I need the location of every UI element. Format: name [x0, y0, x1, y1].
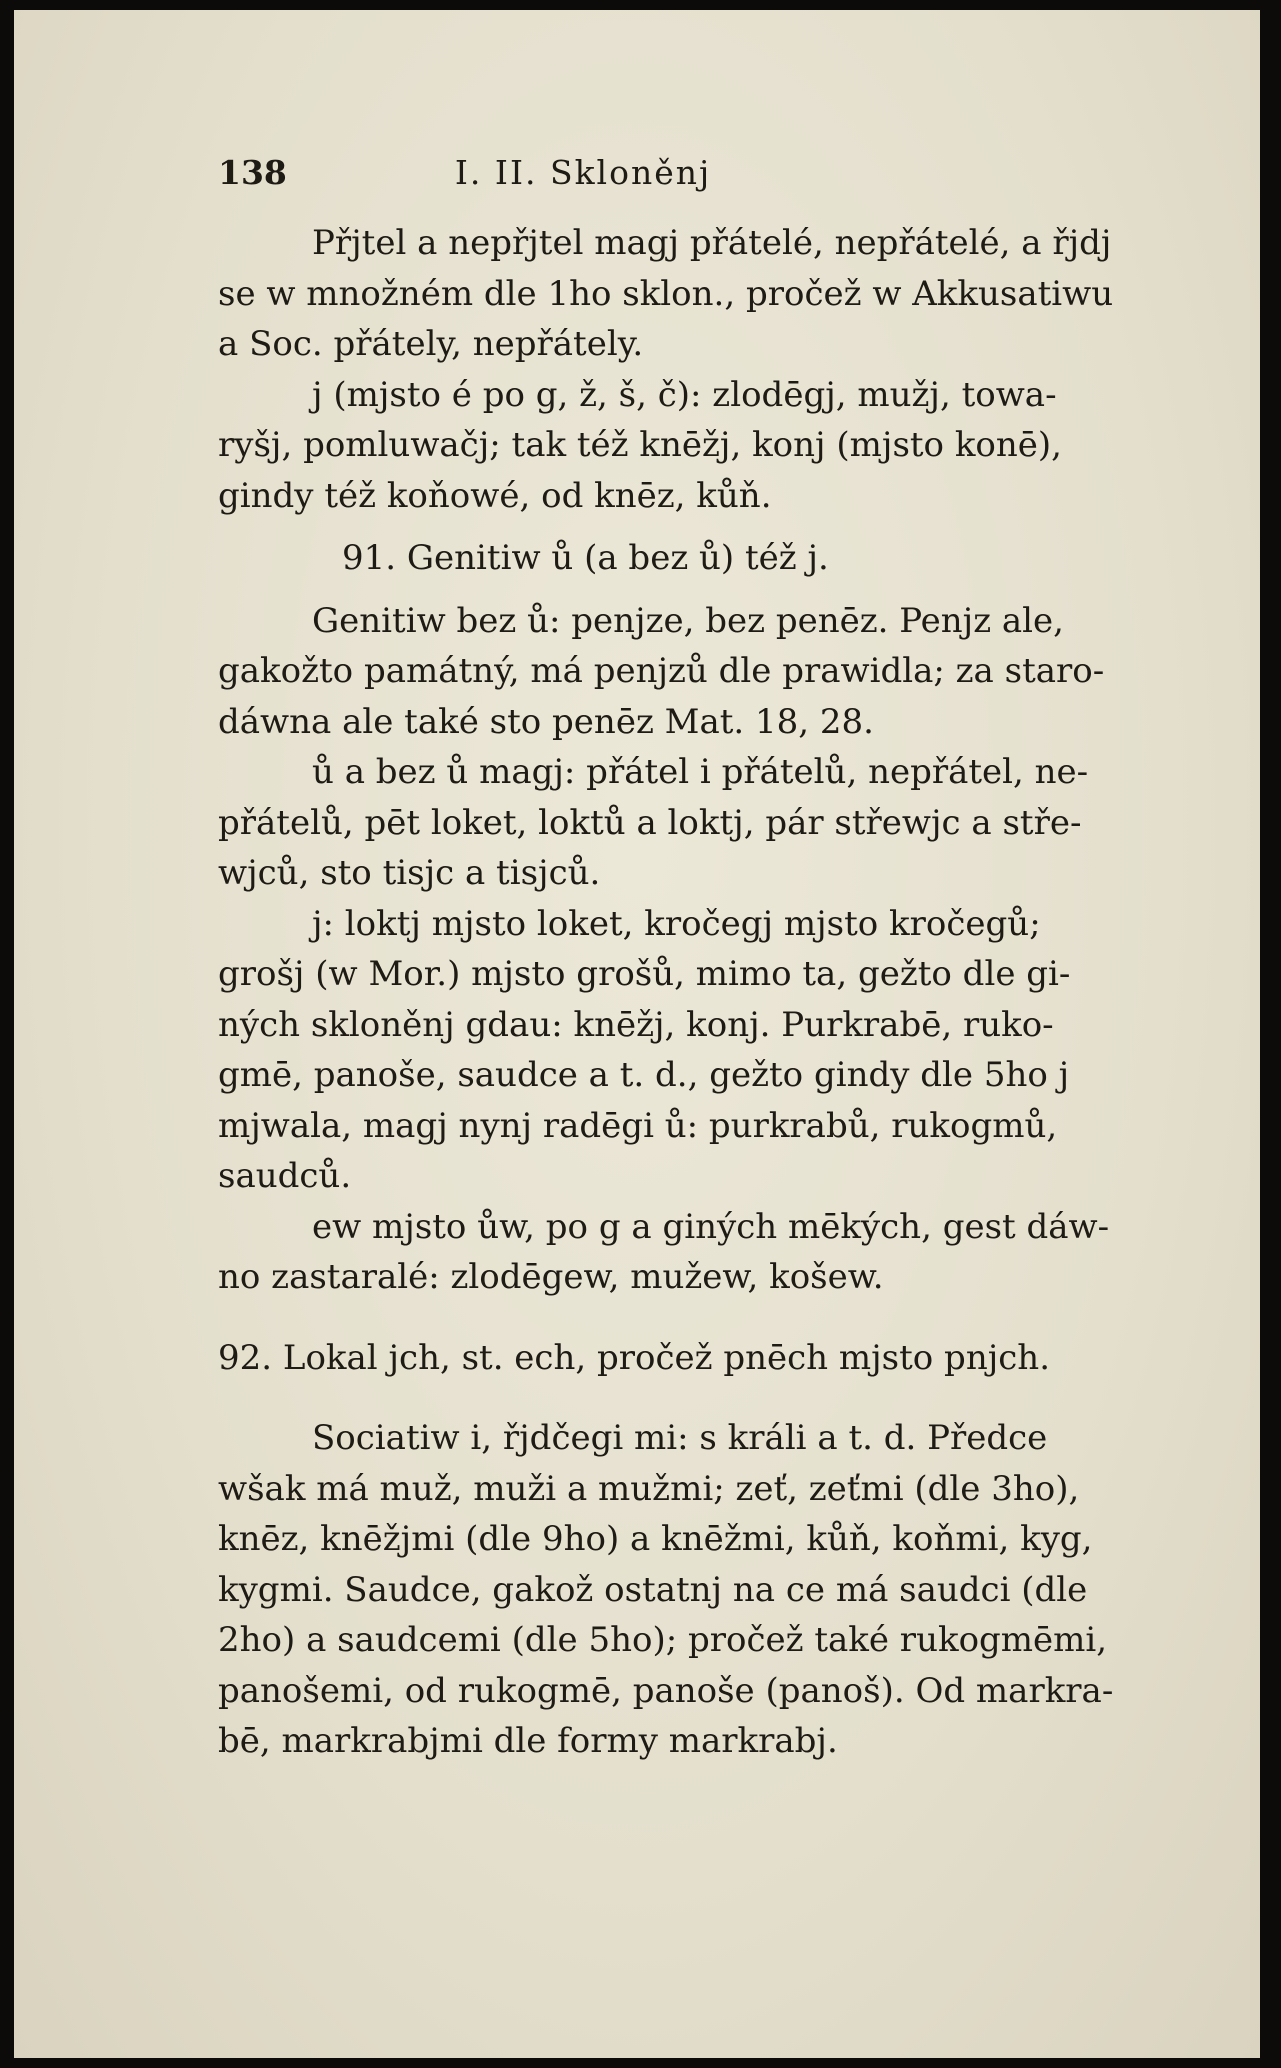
- paragraph: [218, 1202, 1138, 1303]
- text-line: 2ho) a saudcemi (dle 5ho); pročež také rukogmēmi,: [218, 1620, 1108, 1660]
- text-line: no zastaralé: zlodēgew, mužew, košew.: [218, 1257, 884, 1297]
- paragraph: [218, 1413, 1138, 1767]
- text-line: ew mjsto ůw, po g a giných mēkých, gest dáw-: [312, 1206, 1110, 1247]
- book-page: [14, 10, 1260, 2058]
- text-line: j (mjsto é po g, ž, š, č): zlodēgj, mužj, towa-: [312, 374, 1057, 415]
- paragraph: [218, 218, 1138, 370]
- text-line: Přjtel a nepřjtel magj přátelé, nepřátelé, a řjdj: [312, 223, 1112, 263]
- text-line: wšak má muž, muži a mužmi; zeť, zeťmi (dle 3ho),: [218, 1468, 1080, 1509]
- text-line: ryšj, pomluwačj; tak též knēžj, konj (mjsto konē),: [218, 425, 1062, 465]
- text-line: gakožto památný, má penjzů dle prawidla; za staro-: [218, 651, 1105, 691]
- text-line: se w množném dle 1ho sklon., pročež w Akkusatiwu: [218, 273, 1114, 314]
- text-line: 92. Lokal jch, st. ech, pročež pnēch mjsto pnjch.: [218, 1337, 1051, 1378]
- text-line: j: loktj mjsto loket, kročegj mjsto kročegů;: [312, 903, 1041, 944]
- paragraph: [218, 596, 1138, 748]
- section-heading-91: [218, 533, 1138, 584]
- text-line: gindy též koňowé, od knēz, kůň.: [218, 475, 772, 516]
- text-line: přátelů, pēt loket, loktů a loktj, pár střewjc a stře-: [218, 802, 1082, 843]
- text-line: bē, markrabjmi dle formy markrabj.: [218, 1721, 838, 1761]
- section-heading-92: [218, 1333, 1138, 1384]
- text-line: Sociatiw i, řjdčegi mi: s králi a t. d. Předce: [312, 1418, 1048, 1458]
- text-line: dáwna ale také sto penēz Mat. 18, 28.: [218, 701, 874, 742]
- page-number: 138: [218, 153, 287, 192]
- text-line: grošj (w Mor.) mjsto grošů, mimo ta, gežto dle gi-: [218, 954, 1071, 994]
- text-line: kygmi. Saudce, gakož ostatnj na ce má saudci (dle: [218, 1569, 1088, 1610]
- text-line: wjců, sto tisjc a tisjců.: [218, 853, 601, 893]
- running-title: I. II. Skloněnj: [454, 153, 712, 192]
- body-text: [218, 218, 1138, 1767]
- paragraph: [218, 747, 1138, 899]
- text-line: panošemi, od rukogmē, panoše (panoš). Od markra-: [218, 1670, 1114, 1711]
- text-line: mjwala, magj nynj radēgi ů: purkrabů, rukogmů,: [218, 1105, 1058, 1146]
- text-line: Genitiw bez ů: penjze, bez penēz. Penjz ale,: [312, 600, 1064, 641]
- running-header: [218, 153, 858, 193]
- text-line: ů a bez ů magj: přátel i přátelů, nepřátel, ne-: [312, 752, 1089, 792]
- text-line: gmē, panoše, saudce a t. d., gežto gindy dle 5ho j: [218, 1055, 1070, 1095]
- paragraph: [218, 370, 1138, 522]
- text-line: a Soc. přátely, nepřátely.: [218, 324, 644, 364]
- text-line: 91. Genitiw ů (a bez ů) též j.: [342, 538, 829, 578]
- paragraph: [218, 899, 1138, 1202]
- text-line: knēz, knēžjmi (dle 9ho) a knēžmi, kůň, koňmi, kyg,: [218, 1519, 1093, 1559]
- text-line: ných skloněnj gdau: knēžj, konj. Purkrabē, ruko-: [218, 1004, 1054, 1045]
- text-line: saudců.: [218, 1156, 352, 1196]
